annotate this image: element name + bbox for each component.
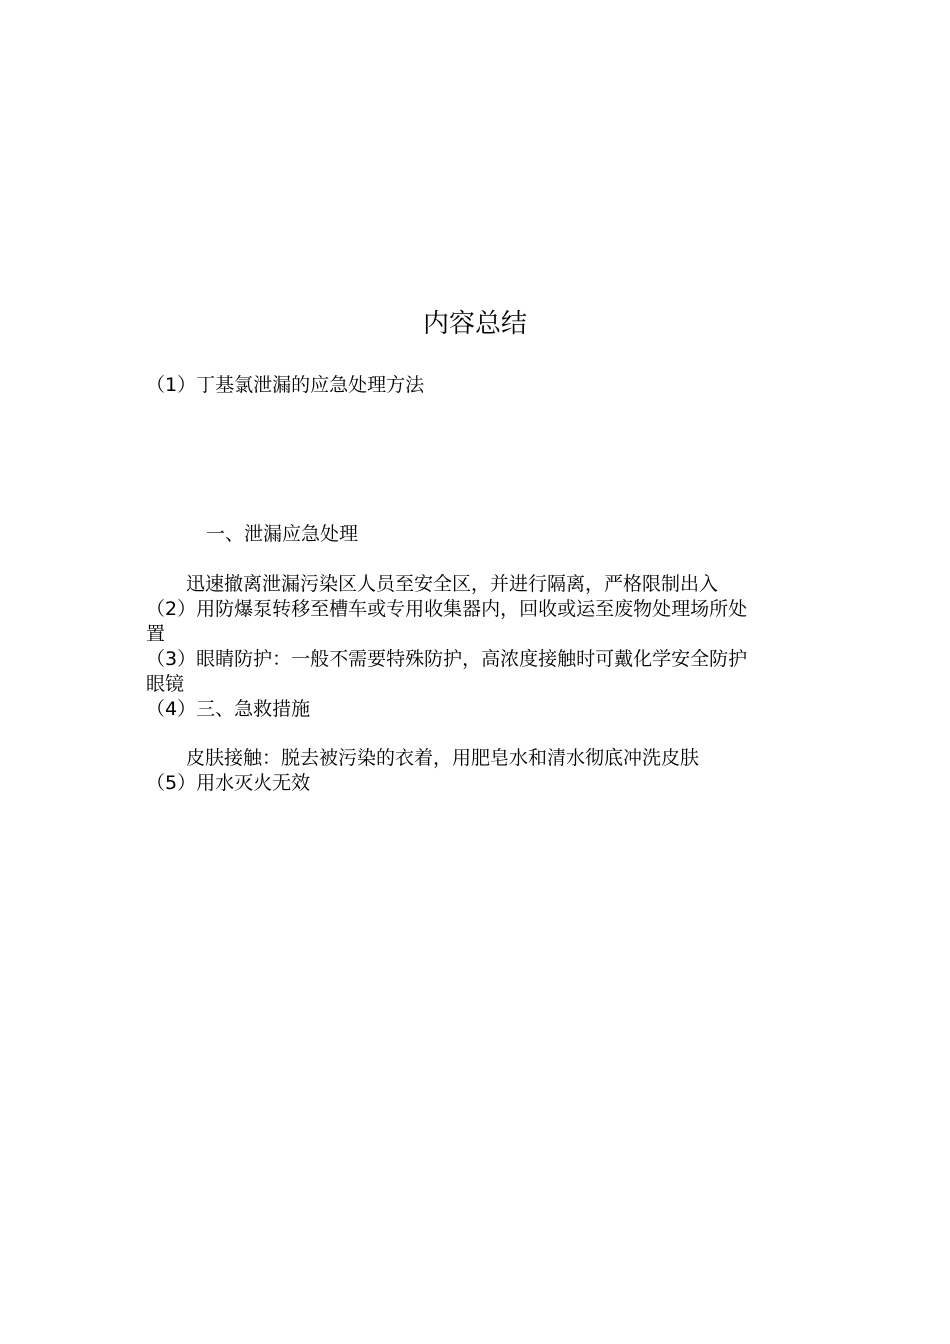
heading-item-1: （1）丁基氯泄漏的应急处理方法 <box>146 374 425 396</box>
item-5: （5）用水灭火无效 <box>146 772 311 794</box>
item-2-line-a: （2）用防爆泵转移至槽车或专用收集器内，回收或运至废物处理场所处 <box>146 598 748 620</box>
item-2-line-b: 置 <box>146 623 166 645</box>
section-title-leak-emergency: 一、泄漏应急处理 <box>206 523 359 545</box>
item-4: （4）三、急救措施 <box>146 698 311 720</box>
document-title: 内容总结 <box>422 309 527 339</box>
item-3-line-b: 眼镜 <box>146 673 185 695</box>
paragraph-evacuate: 迅速撤离泄漏污染区人员至安全区，并进行隔离，严格限制出入 <box>186 573 719 595</box>
paragraph-skin-contact: 皮肤接触：脱去被污染的衣着，用肥皂水和清水彻底冲洗皮肤 <box>186 747 700 769</box>
item-3-line-a: （3）眼睛防护：一般不需要特殊防护，高浓度接触时可戴化学安全防护 <box>146 648 748 670</box>
